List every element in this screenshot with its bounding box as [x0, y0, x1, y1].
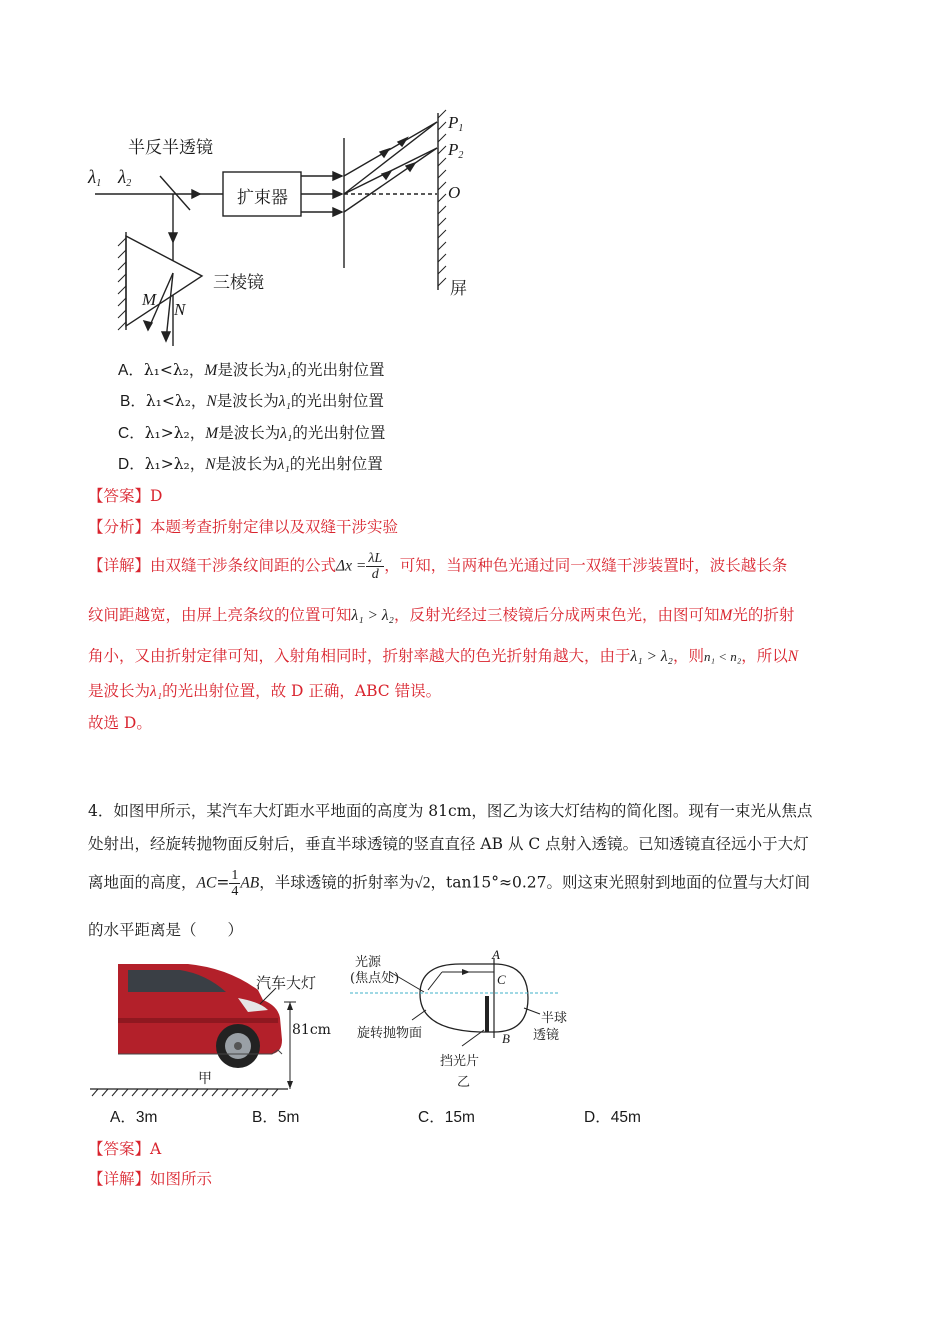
- label-light-source: 光源: [355, 955, 382, 970]
- label-O: O: [448, 183, 461, 202]
- label-C: C: [497, 972, 506, 987]
- label-B: B: [502, 1031, 510, 1046]
- q4-answer: 【答案】A: [88, 1140, 162, 1158]
- q4-option-a[interactable]: A．3m: [110, 1109, 158, 1126]
- caption-jia: 甲: [198, 1071, 212, 1087]
- q3-option-a[interactable]: A．λ₁<λ₂，M是波长为λ₁的光出射位置: [118, 361, 385, 379]
- q3-analysis: 【分析】本题考查折射定律以及双缝干涉实验: [88, 518, 399, 536]
- label-81cm: 81cm: [292, 1022, 331, 1038]
- q4-option-b[interactable]: B．5m: [252, 1109, 300, 1126]
- q3-answer: 【答案】D: [88, 487, 163, 505]
- label-focus: (焦点处): [350, 971, 400, 986]
- label-lambda2: $\lambda_2$: [118, 167, 132, 189]
- label-shade: 挡光片: [440, 1054, 480, 1069]
- q3-detail-line4: 是波长为λ₁的光出射位置，故 D 正确，ABC 错误。: [88, 682, 442, 700]
- label-lambda1: $\lambda_1$: [88, 167, 102, 189]
- q3-detail-line2: 纹间距越宽，由屏上亮条纹的位置可知λ₁ > λ₂，反射光经过三棱镜后分成两束色光，由图可知M光的折射: [88, 606, 795, 624]
- label-expander: 扩束器: [237, 188, 288, 208]
- q4-stem-line2: 处射出，经旋转抛物面反射后，垂直半球透镜的竖直直径 AB 从 C 点射入透镜。已知透镜直径远小于大灯: [88, 835, 809, 853]
- label-hemisphere: 半球: [541, 1011, 568, 1026]
- label-A: A: [492, 947, 500, 962]
- q3-option-d[interactable]: D．λ₁>λ₂，N是波长为λ₁的光出射位置: [118, 455, 383, 473]
- label-M: M: [142, 290, 157, 309]
- q3-option-c[interactable]: C．λ₁>λ₂，M是波长为λ₁的光出射位置: [118, 424, 386, 442]
- label-N: N: [174, 300, 186, 319]
- q3-option-b[interactable]: B．λ₁<λ₂，N是波长为λ₁的光出射位置: [120, 392, 384, 410]
- q4-stem-line3: 离地面的高度，AC= $\frac{1}{4}$ AB，半球透镜的折射率为√2，tan15°≈0.27。则这束光照射到地面的位置与大灯间: [88, 868, 810, 899]
- label-paraboloid: 旋转抛物面: [357, 1026, 423, 1041]
- q4-stem-line1: 4．如图甲所示，某汽车大灯距水平地面的高度为 81cm，图乙为该大灯结构的简化图。现有一束光从焦点: [88, 802, 813, 820]
- q4-option-d[interactable]: D．45m: [584, 1109, 641, 1126]
- q3-detail-line1: 【详解】由双缝干涉条纹间距的公式Δx = $\frac{\lambda L}{d}$ ，可知，当两种色光通过同一双缝干涉装置时，波长越长条: [88, 551, 788, 582]
- label-screen: 屏: [450, 279, 467, 299]
- label-headlight: 汽车大灯: [256, 974, 317, 992]
- label-half-mirror: 半反半透镜: [128, 138, 213, 158]
- q4-option-c[interactable]: C．15m: [418, 1109, 475, 1126]
- q4-stem-line4: 的水平距离是（ ）: [88, 921, 244, 939]
- label-P2: $P_2$: [448, 140, 464, 161]
- q4-detail: 【详解】如图所示: [88, 1170, 213, 1188]
- caption-yi: 乙: [457, 1075, 471, 1090]
- label-lens: 透镜: [533, 1028, 560, 1043]
- label-prism: 三棱镜: [213, 273, 264, 293]
- q3-detail-line5: 故选 D。: [88, 714, 152, 732]
- label-P1: $P_1$: [448, 113, 464, 134]
- q3-detail-line3: 角小，又由折射定律可知，入射角相同时，折射率越大的色光折射角越大，由于λ₁ > λ₂，则n₁ < n₂，所以N: [88, 647, 799, 665]
